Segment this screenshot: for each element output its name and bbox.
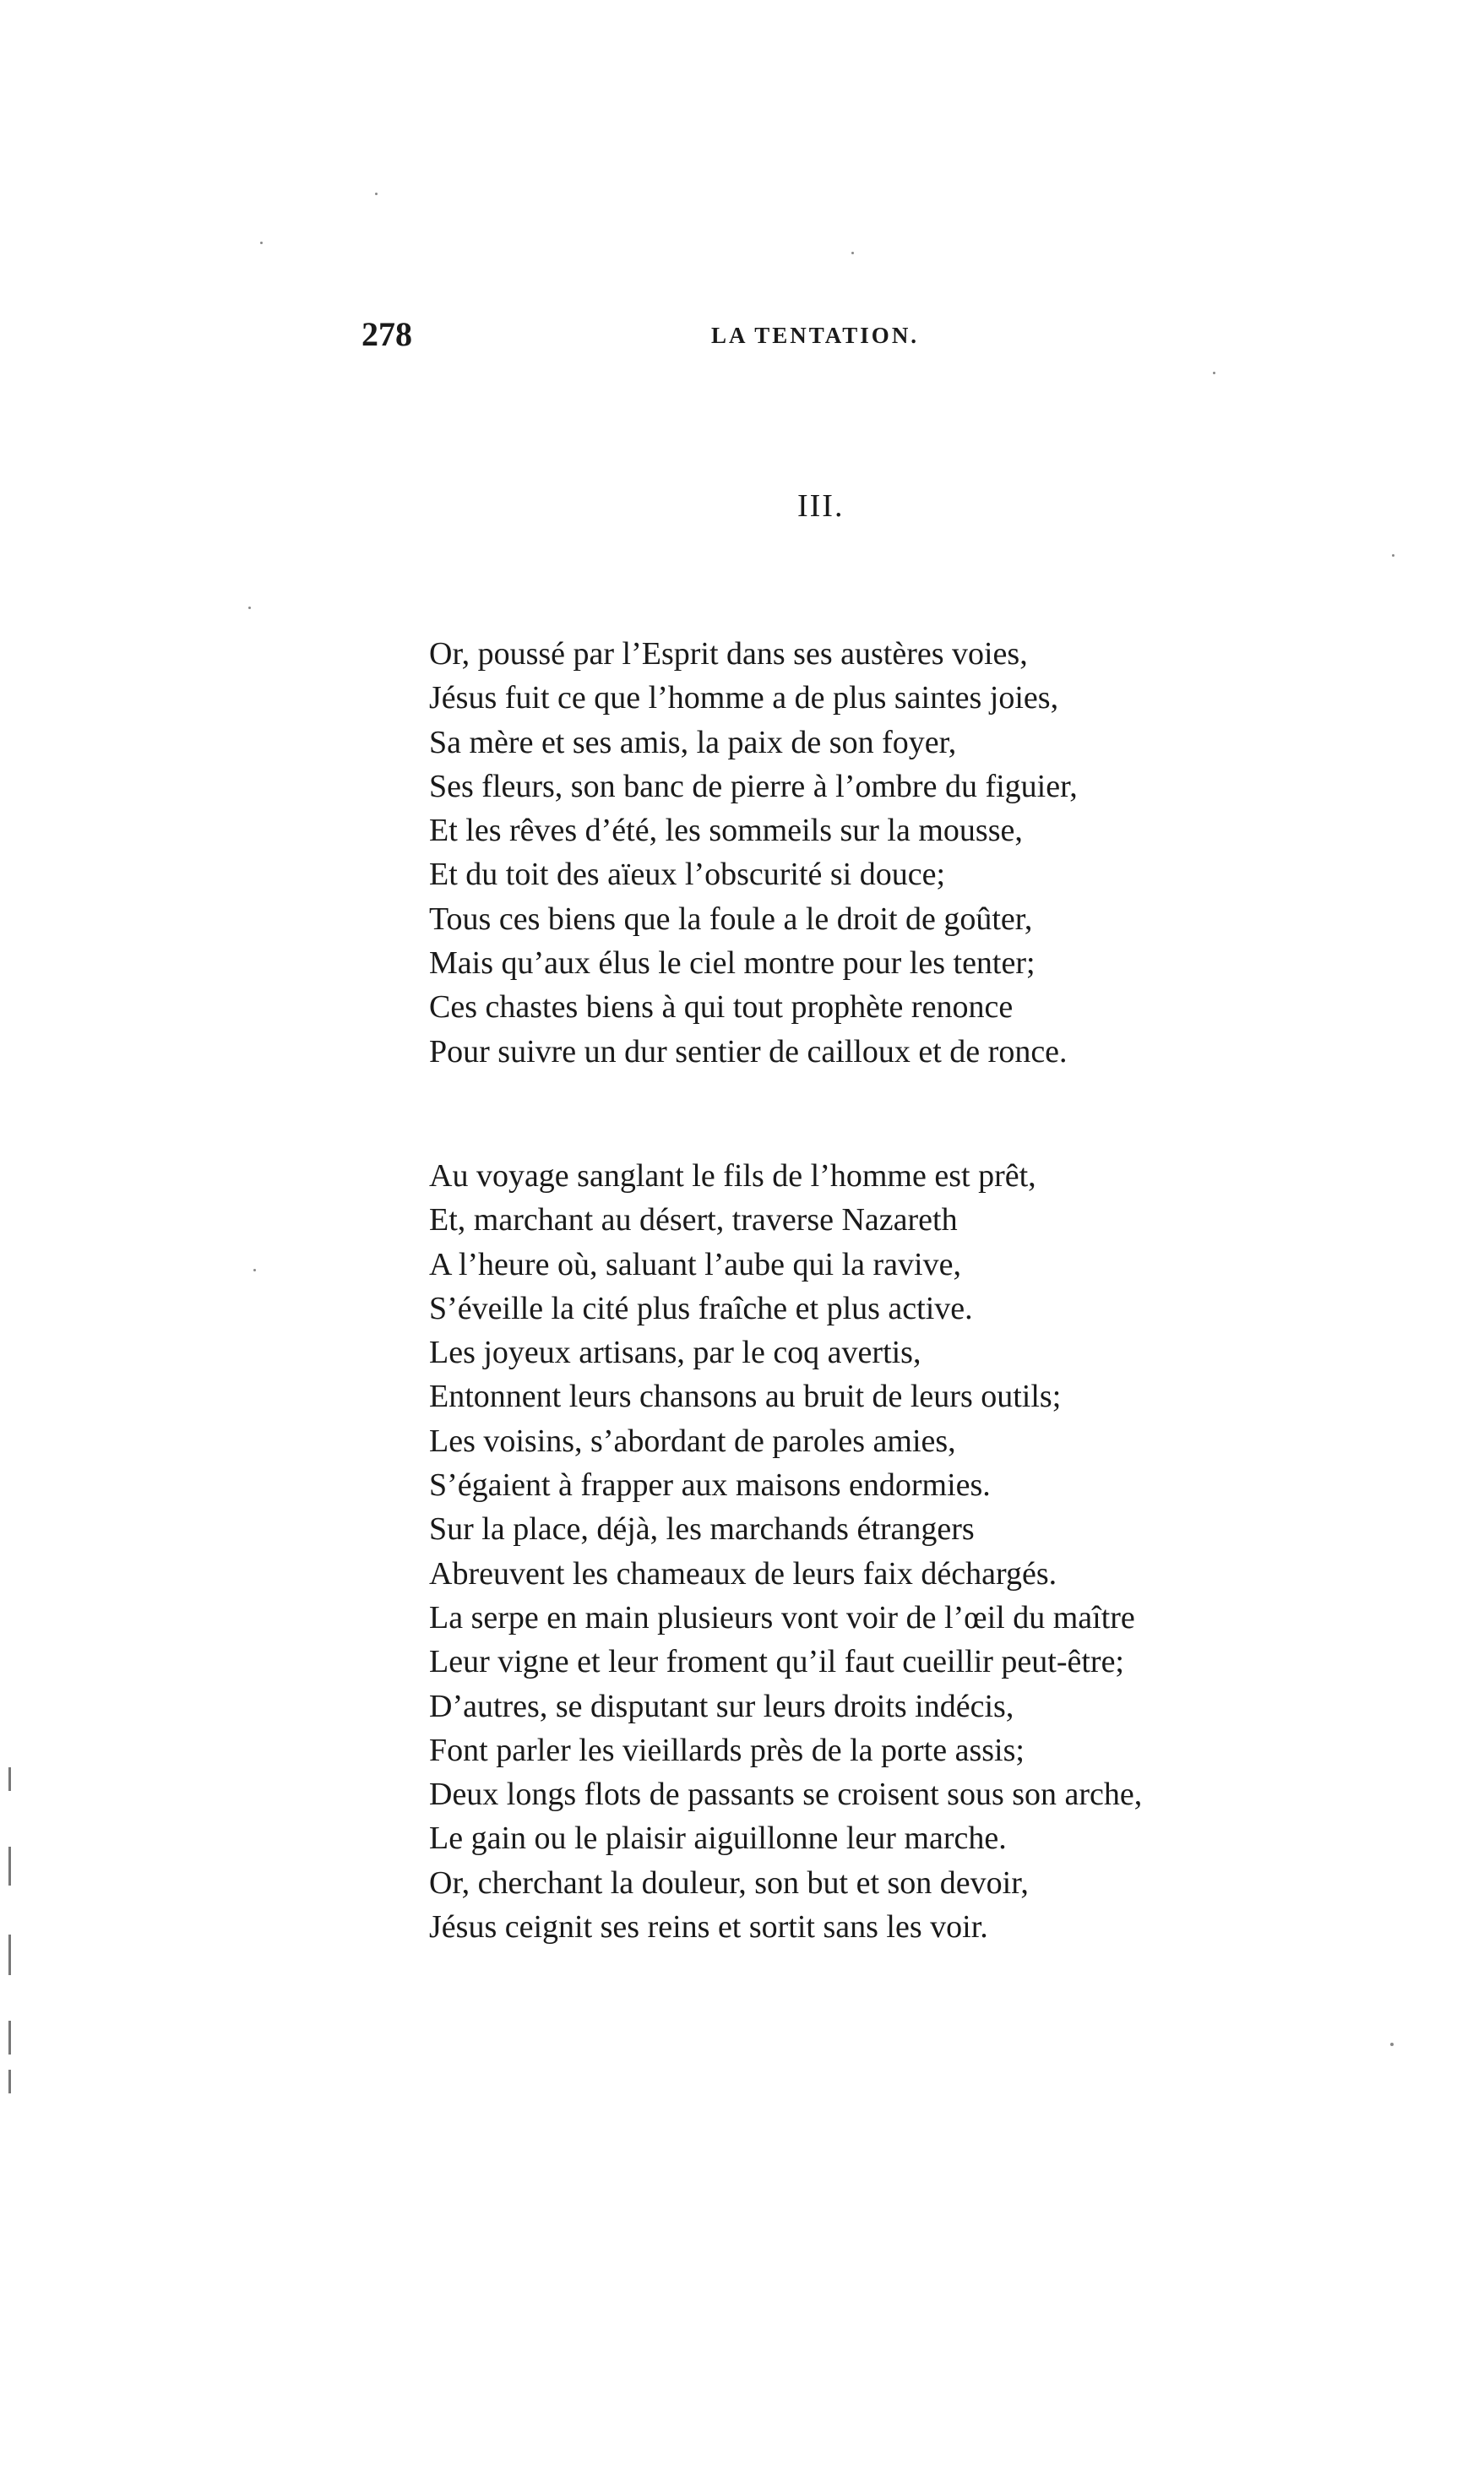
page-number: 278 [361, 315, 412, 353]
verse-line: Sur la place, déjà, les marchands étrangers [429, 1511, 975, 1548]
scan-edge-mark [8, 1847, 11, 1886]
scan-speck [260, 242, 263, 244]
verse-line: Entonnent leurs chansons au bruit de leurs outils; [429, 1379, 1062, 1415]
scan-edge-mark [8, 1935, 11, 1975]
verse-line: Deux longs flots de passants se croisent sous son arche, [429, 1777, 1143, 1813]
running-title: LA TENTATION. [711, 323, 920, 348]
verse-line: Les voisins, s’abordant de paroles amies, [429, 1423, 956, 1459]
verse-line: Jésus ceignit ses reins et sortit sans les voir. [429, 1909, 988, 1946]
verse-line: Et, marchant au désert, traverse Nazareth [429, 1202, 958, 1238]
scan-edge-mark [8, 2070, 11, 2093]
verse-line: Et du toit des aïeux l’obscurité si douce; [429, 857, 946, 893]
verse-line: Font parler les vieillards près de la porte assis; [429, 1732, 1025, 1768]
verse-line: Le gain ou le plaisir aiguillonne leur marche. [429, 1821, 1007, 1857]
verse-line: La serpe en main plusieurs vont voir de l’œil du maître [429, 1599, 1135, 1636]
verse-line: Sa mère et ses amis, la paix de son foyer, [429, 724, 957, 760]
verse-line: Tous ces biens que la foule a le droit de goûter, [429, 901, 1033, 937]
verse-line: Et les rêves d’été, les sommeils sur la mousse, [429, 813, 1023, 849]
verse-line: Leur vigne et leur froment qu’il faut cueillir peut-être; [429, 1644, 1124, 1680]
verse-line: Au voyage sanglant le fils de l’homme est prêt, [429, 1158, 1036, 1194]
section-number: III. [797, 488, 845, 524]
stanza-2 [429, 1154, 1142, 1949]
verse-line: Abreuvent les chameaux de leurs faix déchargés. [429, 1555, 1057, 1592]
verse-line: Mais qu’aux élus le ciel montre pour les tenter; [429, 945, 1036, 982]
verse-line: Pour suivre un dur sentier de cailloux et de ronce. [429, 1033, 1068, 1069]
scan-edge-mark [8, 2021, 11, 2055]
verse-line: A l’heure où, saluant l’aube qui la ravive, [429, 1246, 961, 1282]
verse-line: Jésus fuit ce que l’homme a de plus saintes joies, [429, 680, 1059, 716]
scan-speck [851, 252, 854, 254]
stanza-1 [429, 632, 1078, 1074]
verse-line: D’autres, se disputant sur leurs droits indécis, [429, 1688, 1014, 1724]
verse-line: S’égaient à frapper aux maisons endormies. [429, 1467, 991, 1504]
scan-speck [375, 193, 378, 195]
scan-speck [248, 607, 251, 609]
scan-speck [253, 1269, 256, 1271]
verse-line: Ces chastes biens à qui tout prophète renonce [429, 989, 1014, 1026]
verse-line: Ses fleurs, son banc de pierre à l’ombre du figuier, [429, 768, 1078, 804]
verse-line: Les joyeux artisans, par le coq avertis, [429, 1335, 921, 1371]
scan-speck [1390, 2043, 1394, 2046]
verse-line: Or, cherchant la douleur, son but et son devoir, [429, 1864, 1029, 1901]
scan-speck [1213, 372, 1215, 374]
scan-speck [1392, 554, 1394, 557]
verse-line: Or, poussé par l’Esprit dans ses austères voies, [429, 636, 1028, 672]
verse-line: S’éveille la cité plus fraîche et plus active. [429, 1290, 973, 1326]
scan-edge-mark [8, 1767, 11, 1791]
